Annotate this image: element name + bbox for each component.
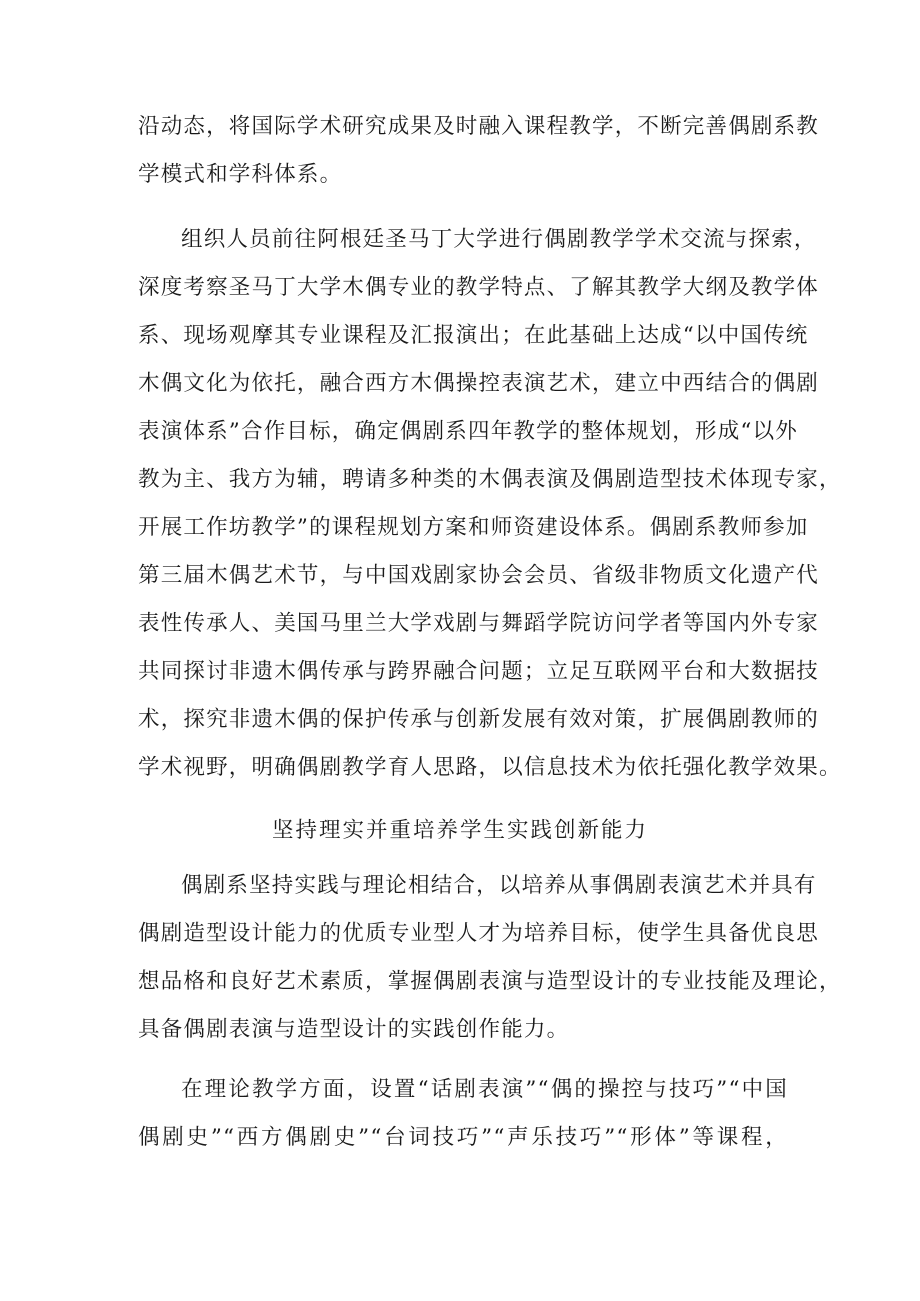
paragraph-line: 偶剧史”“西方偶剧史”“台词技巧”“声乐技巧”“形体”等课程， xyxy=(138,1125,788,1150)
paragraph-line: 学模式和学科体系。 xyxy=(138,162,343,187)
paragraph-line: 教为主、我方为辅，聘请多种类的木偶表演及偶剧造型技术体现专家， xyxy=(138,467,842,492)
paragraph-line: 表演体系”合作目标，确定偶剧系四年教学的整体规划，形成“以外 xyxy=(138,419,798,444)
paragraph-line: 术，探究非遗木偶的保护传承与创新发展有效对策，扩展偶剧教师的 xyxy=(138,707,820,732)
paragraph-line: 在理论教学方面，设置“话剧表演”“偶的操控与技巧”“中国 xyxy=(181,1077,788,1102)
paragraph-line: 共同探讨非遗木偶传承与跨界融合问题；立足互联网平台和大数据技 xyxy=(138,659,820,684)
paragraph-line: 沿动态，将国际学术研究成果及时融入课程教学，不断完善偶剧系教 xyxy=(138,114,820,139)
paragraph-line: 开展工作坊教学”的课程规划方案和师资建设体系。偶剧系教师参加 xyxy=(138,515,809,540)
paragraph-line: 偶剧造型设计能力的优质专业型人才为培养目标，使学生具备优良思 xyxy=(138,921,820,946)
paragraph-line: 深度考察圣马丁大学木偶专业的教学特点、了解其教学大纲及教学体 xyxy=(138,275,820,300)
section-heading: 坚持理实并重培养学生实践创新能力 xyxy=(271,818,648,843)
paragraph-line: 学术视野，明确偶剧教学育人思路，以信息技术为依托强化教学效果。 xyxy=(138,755,842,780)
paragraph-line: 系、现场观摩其专业课程及汇报演出；在此基础上达成“以中国传统 xyxy=(138,323,809,348)
paragraph-line: 木偶文化为依托，融合西方木偶操控表演艺术，建立中西结合的偶剧 xyxy=(138,371,820,396)
paragraph-line: 具备偶剧表演与造型设计的实践创作能力。 xyxy=(138,1017,570,1042)
paragraph-line: 偶剧系坚持实践与理论相结合，以培养从事偶剧表演艺术并具有 xyxy=(181,873,817,898)
paragraph-line: 组织人员前往阿根廷圣马丁大学进行偶剧教学学术交流与探索， xyxy=(181,227,817,252)
paragraph-line: 想品格和良好艺术素质，掌握偶剧表演与造型设计的专业技能及理论， xyxy=(138,969,842,994)
paragraph-line: 表性传承人、美国马里兰大学戏剧与舞蹈学院访问学者等国内外专家 xyxy=(138,611,820,636)
paragraph-line: 第三届木偶艺术节，与中国戏剧家协会会员、省级非物质文化遗产代 xyxy=(138,563,820,588)
